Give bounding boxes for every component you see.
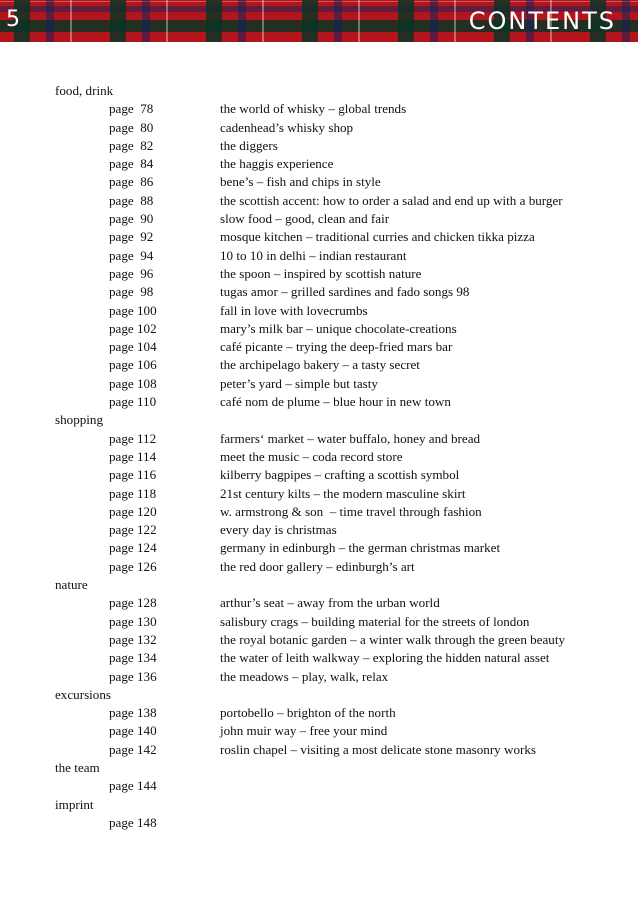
entry-title: mosque kitchen – traditional curries and chicken tikka pizza	[220, 229, 535, 245]
entry-page-number: page 148	[109, 814, 157, 830]
entry-page-number: page 90	[109, 211, 154, 227]
entry-title: peter’s yard – simple but tasty	[220, 375, 378, 391]
toc-entry[interactable]	[55, 320, 615, 338]
entry-title: the world of whisky – global trends	[220, 101, 407, 117]
toc-entry[interactable]	[55, 448, 615, 466]
toc-entry[interactable]	[55, 137, 615, 155]
toc-entry[interactable]	[55, 485, 615, 503]
toc-entry[interactable]	[55, 594, 615, 612]
entry-page-number: page 80	[109, 119, 154, 135]
entry-title: the spoon – inspired by scottish nature	[220, 265, 422, 281]
toc-entry[interactable]	[55, 722, 615, 740]
toc-entry[interactable]	[55, 356, 615, 374]
entry-page-number: page 132	[109, 631, 157, 647]
toc-entry[interactable]	[55, 814, 615, 832]
entry-title: the red door gallery – edinburgh’s art	[220, 558, 415, 574]
entry-page-number: page 114	[109, 448, 157, 464]
entry-title: the water of leith walkway – exploring the hidden natural asset	[220, 650, 550, 666]
toc-entry[interactable]	[55, 173, 615, 191]
entry-page-number: page 112	[109, 430, 157, 446]
entry-page-number: page 110	[109, 394, 157, 410]
toc-entry[interactable]	[55, 741, 615, 759]
entry-title: the royal botanic garden – a winter walk through the green beauty	[220, 631, 566, 647]
entry-title: café picante – trying the deep-fried mars bar	[220, 339, 453, 355]
toc-entry[interactable]	[55, 375, 615, 393]
page-title: CONTENTS	[468, 7, 616, 35]
entry-title: farmers‘ market – water buffalo, honey and bread	[220, 430, 481, 446]
toc-entry[interactable]	[55, 100, 615, 118]
toc-entry[interactable]	[55, 283, 615, 301]
entry-title: arthur’s seat – away from the urban world	[220, 595, 440, 611]
entry-page-number: page 106	[109, 357, 157, 373]
entry-page-number: page 104	[109, 339, 157, 355]
table-of-contents	[55, 82, 615, 832]
entry-page-number: page 96	[109, 265, 154, 281]
entry-page-number: page 118	[109, 485, 157, 501]
toc-entry[interactable]	[55, 521, 615, 539]
entry-title: tugas amor – grilled sardines and fado songs 98	[220, 284, 470, 300]
entry-title: cadenhead’s whisky shop	[220, 119, 354, 135]
entry-title: salisbury crags – building material for the streets of london	[220, 613, 530, 629]
entry-page-number: page 126	[109, 558, 157, 574]
toc-entry[interactable]	[55, 430, 615, 448]
toc-entry[interactable]	[55, 704, 615, 722]
toc-entry[interactable]	[55, 668, 615, 686]
entry-page-number: page 100	[109, 302, 157, 318]
section-heading: excursions	[55, 686, 112, 702]
section-heading: food, drink	[55, 83, 114, 98]
entry-title: the diggers	[220, 137, 278, 153]
entry-page-number: page 94	[109, 247, 154, 263]
entry-page-number: page 92	[109, 229, 154, 245]
entry-title: portobello – brighton of the north	[220, 705, 396, 721]
toc-entry[interactable]	[55, 631, 615, 649]
entry-page-number: page 102	[109, 320, 157, 336]
entry-page-number: page 98	[109, 284, 154, 300]
entry-page-number: page 88	[109, 192, 154, 208]
toc-entry[interactable]	[55, 192, 615, 210]
toc-entry[interactable]	[55, 558, 615, 576]
toc-entry[interactable]	[55, 265, 615, 283]
section-heading: nature	[55, 577, 88, 593]
toc-entry[interactable]	[55, 466, 615, 484]
entry-title: fall in love with lovecrumbs	[220, 302, 368, 318]
entry-title: john muir way – free your mind	[220, 723, 388, 739]
entry-page-number: page 116	[109, 467, 157, 483]
entry-title: roslin chapel – visiting a most delicate stone masonry works	[220, 741, 537, 757]
toc-entry[interactable]	[55, 539, 615, 557]
entry-page-number: page 82	[109, 137, 154, 153]
entry-page-number: page 84	[109, 156, 154, 172]
entry-page-number: page 108	[109, 375, 157, 391]
section-heading: shopping	[55, 412, 104, 428]
toc-entry[interactable]	[55, 228, 615, 246]
entry-page-number: page 138	[109, 705, 157, 721]
toc-entry[interactable]	[55, 210, 615, 228]
entry-title: the archipelago bakery – a tasty secret	[220, 357, 420, 373]
entry-title: meet the music – coda record store	[220, 448, 403, 464]
toc-entry[interactable]	[55, 393, 615, 411]
entry-title: bene’s – fish and chips in style	[220, 174, 381, 190]
entry-title: the scottish accent: how to order a salad and end up with a burger	[220, 192, 563, 208]
entry-title: w. armstrong & son – time travel through fashion	[220, 503, 482, 519]
entry-title: café nom de plume – blue hour in new town	[220, 394, 451, 410]
entry-title: 10 to 10 in delhi – indian restaurant	[220, 247, 407, 263]
entry-title: germany in edinburgh – the german christmas market	[220, 540, 501, 556]
entry-page-number: page 124	[109, 540, 157, 556]
entry-page-number: page 122	[109, 522, 157, 538]
entry-title: the haggis experience	[220, 156, 334, 172]
entry-title: every day is christmas	[220, 522, 337, 538]
entry-page-number: page 128	[109, 595, 157, 611]
entry-title: the meadows – play, walk, relax	[220, 668, 389, 684]
entry-page-number: page 136	[109, 668, 157, 684]
entry-page-number: page 120	[109, 503, 157, 519]
entry-page-number: page 144	[109, 778, 157, 794]
section-heading: the team	[55, 759, 100, 775]
toc-entry[interactable]	[55, 155, 615, 173]
toc-entry[interactable]	[55, 119, 615, 137]
toc-entry[interactable]	[55, 777, 615, 795]
entry-page-number: page 142	[109, 741, 157, 757]
entry-page-number: page 130	[109, 613, 157, 629]
page-number: 5	[6, 7, 20, 32]
entry-title: mary’s milk bar – unique chocolate-creations	[220, 320, 457, 336]
toc-entry[interactable]	[55, 649, 615, 667]
entry-page-number: page 140	[109, 723, 157, 739]
entry-page-number: page 86	[109, 174, 154, 190]
toc-entry[interactable]	[55, 302, 615, 320]
toc-entry[interactable]	[55, 613, 615, 631]
entry-page-number: page 78	[109, 101, 154, 117]
toc-entry[interactable]	[55, 503, 615, 521]
toc-entry[interactable]	[55, 338, 615, 356]
entry-title: 21st century kilts – the modern masculine skirt	[220, 485, 466, 501]
entry-title: slow food – good, clean and fair	[220, 211, 390, 227]
entry-page-number: page 134	[109, 650, 157, 666]
entry-title: kilberry bagpipes – crafting a scottish symbol	[220, 467, 460, 483]
section-heading: imprint	[55, 796, 94, 812]
toc-entry[interactable]	[55, 247, 615, 265]
tartan-banner	[0, 0, 638, 42]
